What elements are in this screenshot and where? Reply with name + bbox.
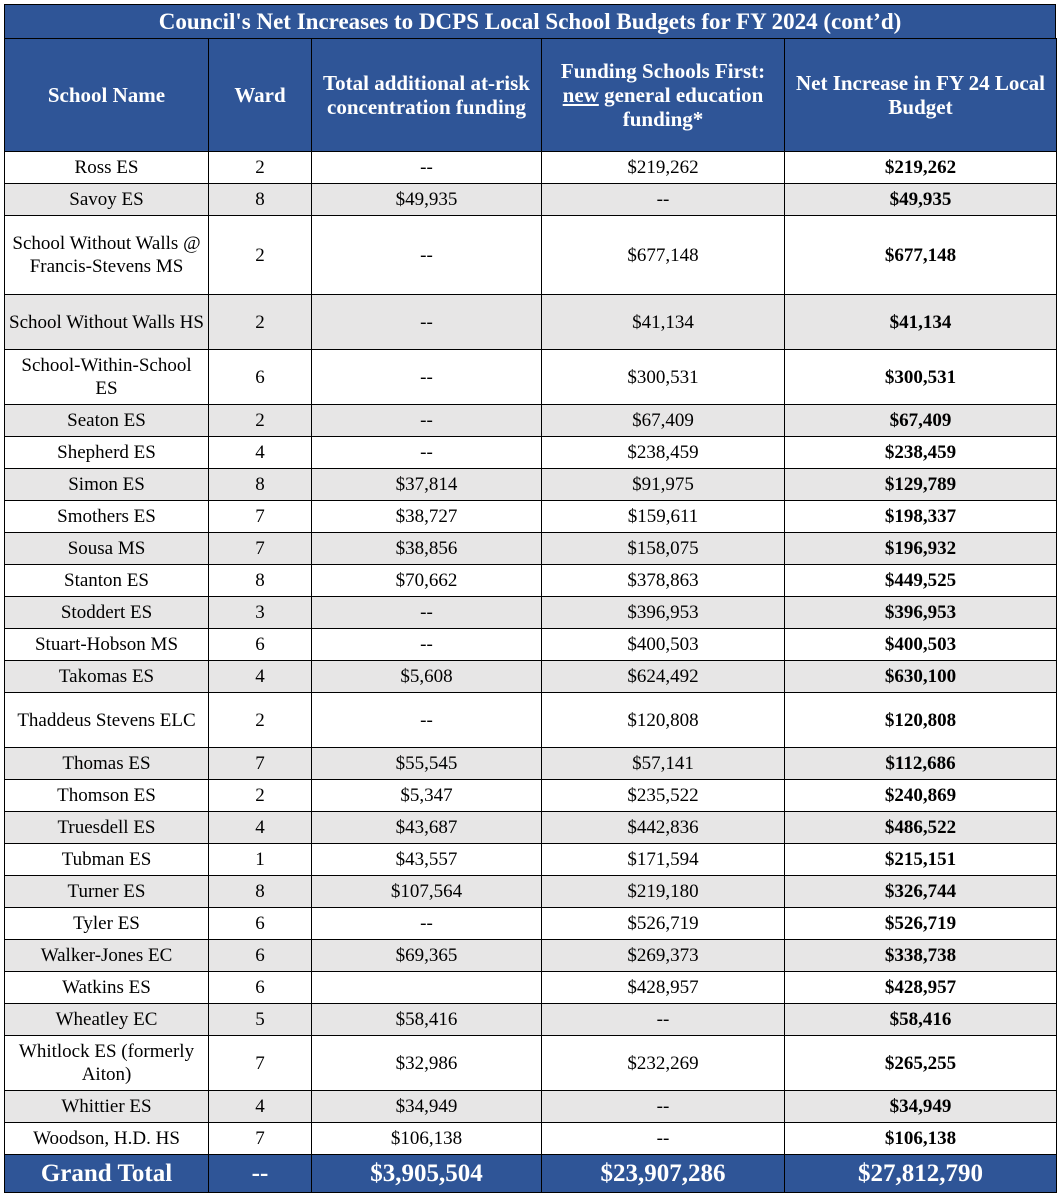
ward-cell: 8: [209, 565, 312, 597]
ward-cell: 6: [209, 972, 312, 1004]
table-row: [5, 469, 1057, 501]
header-fsf-pre: Funding Schools First:: [560, 59, 766, 83]
net-increase-cell: $265,255: [785, 1036, 1057, 1091]
fsf-cell: $400,503: [542, 629, 785, 661]
budget-table-container: [4, 4, 1056, 1193]
net-increase-cell: $396,953: [785, 597, 1057, 629]
net-increase-cell: $34,949: [785, 1091, 1057, 1123]
ward-cell: 2: [209, 693, 312, 748]
net-increase-cell: $677,148: [785, 216, 1057, 295]
at-risk-cell: --: [312, 152, 542, 184]
net-increase-cell: $198,337: [785, 501, 1057, 533]
fsf-cell: $677,148: [542, 216, 785, 295]
fsf-cell: $269,373: [542, 940, 785, 972]
ward-cell: 4: [209, 1091, 312, 1123]
net-increase-cell: $219,262: [785, 152, 1057, 184]
school-name-cell: Walker-Jones EC: [5, 940, 209, 972]
fsf-cell: $232,269: [542, 1036, 785, 1091]
header-net-increase: Net Increase in FY 24 Local Budget: [785, 39, 1057, 152]
table-row: [5, 844, 1057, 876]
budget-table: [4, 38, 1057, 1193]
net-increase-cell: $49,935: [785, 184, 1057, 216]
ward-cell: 7: [209, 501, 312, 533]
school-name-cell: Smothers ES: [5, 501, 209, 533]
header-row: [5, 39, 1057, 152]
ward-cell: 4: [209, 661, 312, 693]
grand-total-label: Grand Total: [5, 1155, 209, 1193]
school-name-cell: Thaddeus Stevens ELC: [5, 693, 209, 748]
table-row: [5, 908, 1057, 940]
header-school-name: School Name: [5, 39, 209, 152]
ward-cell: 5: [209, 1004, 312, 1036]
ward-cell: 8: [209, 184, 312, 216]
school-name-cell: School Without Walls @ Francis-Stevens MS: [5, 216, 209, 295]
ward-cell: 6: [209, 350, 312, 405]
school-name-cell: Stuart-Hobson MS: [5, 629, 209, 661]
ward-cell: 6: [209, 908, 312, 940]
ward-cell: 2: [209, 405, 312, 437]
fsf-cell: $219,180: [542, 876, 785, 908]
net-increase-cell: $240,869: [785, 780, 1057, 812]
school-name-cell: Thomas ES: [5, 748, 209, 780]
fsf-cell: $624,492: [542, 661, 785, 693]
school-name-cell: Whitlock ES (formerly Aiton): [5, 1036, 209, 1091]
fsf-cell: $159,611: [542, 501, 785, 533]
net-increase-cell: $326,744: [785, 876, 1057, 908]
at-risk-cell: $38,727: [312, 501, 542, 533]
fsf-cell: --: [542, 1091, 785, 1123]
at-risk-cell: --: [312, 908, 542, 940]
fsf-cell: $428,957: [542, 972, 785, 1004]
ward-cell: 7: [209, 748, 312, 780]
school-name-cell: Takomas ES: [5, 661, 209, 693]
fsf-cell: $300,531: [542, 350, 785, 405]
table-row: [5, 1036, 1057, 1091]
at-risk-cell: --: [312, 405, 542, 437]
at-risk-cell: $70,662: [312, 565, 542, 597]
fsf-cell: $219,262: [542, 152, 785, 184]
table-row: [5, 565, 1057, 597]
fsf-cell: --: [542, 184, 785, 216]
table-row: [5, 533, 1057, 565]
fsf-cell: $120,808: [542, 693, 785, 748]
net-increase-cell: $338,738: [785, 940, 1057, 972]
at-risk-cell: --: [312, 216, 542, 295]
ward-cell: 2: [209, 152, 312, 184]
at-risk-cell: $49,935: [312, 184, 542, 216]
school-name-cell: Whittier ES: [5, 1091, 209, 1123]
net-increase-cell: $120,808: [785, 693, 1057, 748]
fsf-cell: $442,836: [542, 812, 785, 844]
table-row: [5, 661, 1057, 693]
fsf-cell: $378,863: [542, 565, 785, 597]
ward-cell: 8: [209, 469, 312, 501]
school-name-cell: Seaton ES: [5, 405, 209, 437]
grand-total-ward: --: [209, 1155, 312, 1193]
table-row: [5, 350, 1057, 405]
ward-cell: 7: [209, 1036, 312, 1091]
table-row: [5, 876, 1057, 908]
school-name-cell: Tubman ES: [5, 844, 209, 876]
school-name-cell: Tyler ES: [5, 908, 209, 940]
ward-cell: 7: [209, 533, 312, 565]
net-increase-cell: $449,525: [785, 565, 1057, 597]
net-increase-cell: $428,957: [785, 972, 1057, 1004]
at-risk-cell: --: [312, 295, 542, 350]
at-risk-cell: $58,416: [312, 1004, 542, 1036]
table-row: [5, 216, 1057, 295]
table-row: [5, 972, 1057, 1004]
net-increase-cell: $300,531: [785, 350, 1057, 405]
net-increase-cell: $486,522: [785, 812, 1057, 844]
table-row: [5, 693, 1057, 748]
at-risk-cell: $5,347: [312, 780, 542, 812]
net-increase-cell: $238,459: [785, 437, 1057, 469]
at-risk-cell: $5,608: [312, 661, 542, 693]
ward-cell: 8: [209, 876, 312, 908]
at-risk-cell: $37,814: [312, 469, 542, 501]
at-risk-cell: --: [312, 350, 542, 405]
fsf-cell: $396,953: [542, 597, 785, 629]
header-funding-schools-first: [542, 39, 785, 152]
ward-cell: 6: [209, 940, 312, 972]
fsf-cell: --: [542, 1004, 785, 1036]
school-name-cell: School-Within-School ES: [5, 350, 209, 405]
fsf-cell: $91,975: [542, 469, 785, 501]
at-risk-cell: $43,687: [312, 812, 542, 844]
net-increase-cell: $196,932: [785, 533, 1057, 565]
table-row: [5, 597, 1057, 629]
fsf-cell: --: [542, 1123, 785, 1155]
at-risk-cell: $34,949: [312, 1091, 542, 1123]
table-row: [5, 940, 1057, 972]
table-row: [5, 629, 1057, 661]
net-increase-cell: $106,138: [785, 1123, 1057, 1155]
fsf-cell: $526,719: [542, 908, 785, 940]
fsf-cell: $235,522: [542, 780, 785, 812]
school-name-cell: Watkins ES: [5, 972, 209, 1004]
at-risk-cell: [312, 972, 542, 1004]
header-ward: Ward: [209, 39, 312, 152]
table-row: [5, 1091, 1057, 1123]
ward-cell: 4: [209, 812, 312, 844]
at-risk-cell: --: [312, 629, 542, 661]
school-name-cell: Thomson ES: [5, 780, 209, 812]
school-name-cell: Shepherd ES: [5, 437, 209, 469]
at-risk-cell: --: [312, 693, 542, 748]
table-row: [5, 437, 1057, 469]
school-name-cell: Sousa MS: [5, 533, 209, 565]
header-fsf-underlined: new: [562, 83, 599, 107]
net-increase-cell: $630,100: [785, 661, 1057, 693]
school-name-cell: School Without Walls HS: [5, 295, 209, 350]
grand-total-at-risk: $3,905,504: [312, 1155, 542, 1193]
at-risk-cell: $106,138: [312, 1123, 542, 1155]
fsf-cell: $171,594: [542, 844, 785, 876]
grand-total-fsf: $23,907,286: [542, 1155, 785, 1193]
net-increase-cell: $215,151: [785, 844, 1057, 876]
fsf-cell: $57,141: [542, 748, 785, 780]
table-row: [5, 295, 1057, 350]
at-risk-cell: $32,986: [312, 1036, 542, 1091]
ward-cell: 2: [209, 216, 312, 295]
table-row: [5, 1004, 1057, 1036]
net-increase-cell: $67,409: [785, 405, 1057, 437]
school-name-cell: Turner ES: [5, 876, 209, 908]
school-name-cell: Wheatley EC: [5, 1004, 209, 1036]
fsf-cell: $67,409: [542, 405, 785, 437]
school-name-cell: Woodson, H.D. HS: [5, 1123, 209, 1155]
table-row: [5, 184, 1057, 216]
net-increase-cell: $112,686: [785, 748, 1057, 780]
fsf-cell: $41,134: [542, 295, 785, 350]
at-risk-cell: --: [312, 437, 542, 469]
school-name-cell: Ross ES: [5, 152, 209, 184]
ward-cell: 7: [209, 1123, 312, 1155]
table-row: [5, 1123, 1057, 1155]
net-increase-cell: $526,719: [785, 908, 1057, 940]
ward-cell: 3: [209, 597, 312, 629]
at-risk-cell: $38,856: [312, 533, 542, 565]
table-row: [5, 152, 1057, 184]
grand-total-net: $27,812,790: [785, 1155, 1057, 1193]
net-increase-cell: $41,134: [785, 295, 1057, 350]
school-name-cell: Simon ES: [5, 469, 209, 501]
ward-cell: 2: [209, 295, 312, 350]
table-title: Council's Net Increases to DCPS Local School Budgets for FY 2024 (cont’d): [4, 4, 1056, 38]
ward-cell: 2: [209, 780, 312, 812]
table-row: [5, 780, 1057, 812]
net-increase-cell: $129,789: [785, 469, 1057, 501]
ward-cell: 1: [209, 844, 312, 876]
school-name-cell: Savoy ES: [5, 184, 209, 216]
ward-cell: 6: [209, 629, 312, 661]
header-fsf-post: general education funding*: [598, 83, 764, 131]
net-increase-cell: $400,503: [785, 629, 1057, 661]
fsf-cell: $238,459: [542, 437, 785, 469]
table-row: [5, 405, 1057, 437]
fsf-cell: $158,075: [542, 533, 785, 565]
at-risk-cell: $43,557: [312, 844, 542, 876]
school-name-cell: Stoddert ES: [5, 597, 209, 629]
at-risk-cell: $55,545: [312, 748, 542, 780]
table-row: [5, 812, 1057, 844]
header-at-risk: Total additional at-risk concentration funding: [312, 39, 542, 152]
school-name-cell: Truesdell ES: [5, 812, 209, 844]
table-row: [5, 501, 1057, 533]
at-risk-cell: $107,564: [312, 876, 542, 908]
school-name-cell: Stanton ES: [5, 565, 209, 597]
at-risk-cell: --: [312, 597, 542, 629]
net-increase-cell: $58,416: [785, 1004, 1057, 1036]
ward-cell: 4: [209, 437, 312, 469]
grand-total-row: [5, 1155, 1057, 1193]
at-risk-cell: $69,365: [312, 940, 542, 972]
table-row: [5, 748, 1057, 780]
